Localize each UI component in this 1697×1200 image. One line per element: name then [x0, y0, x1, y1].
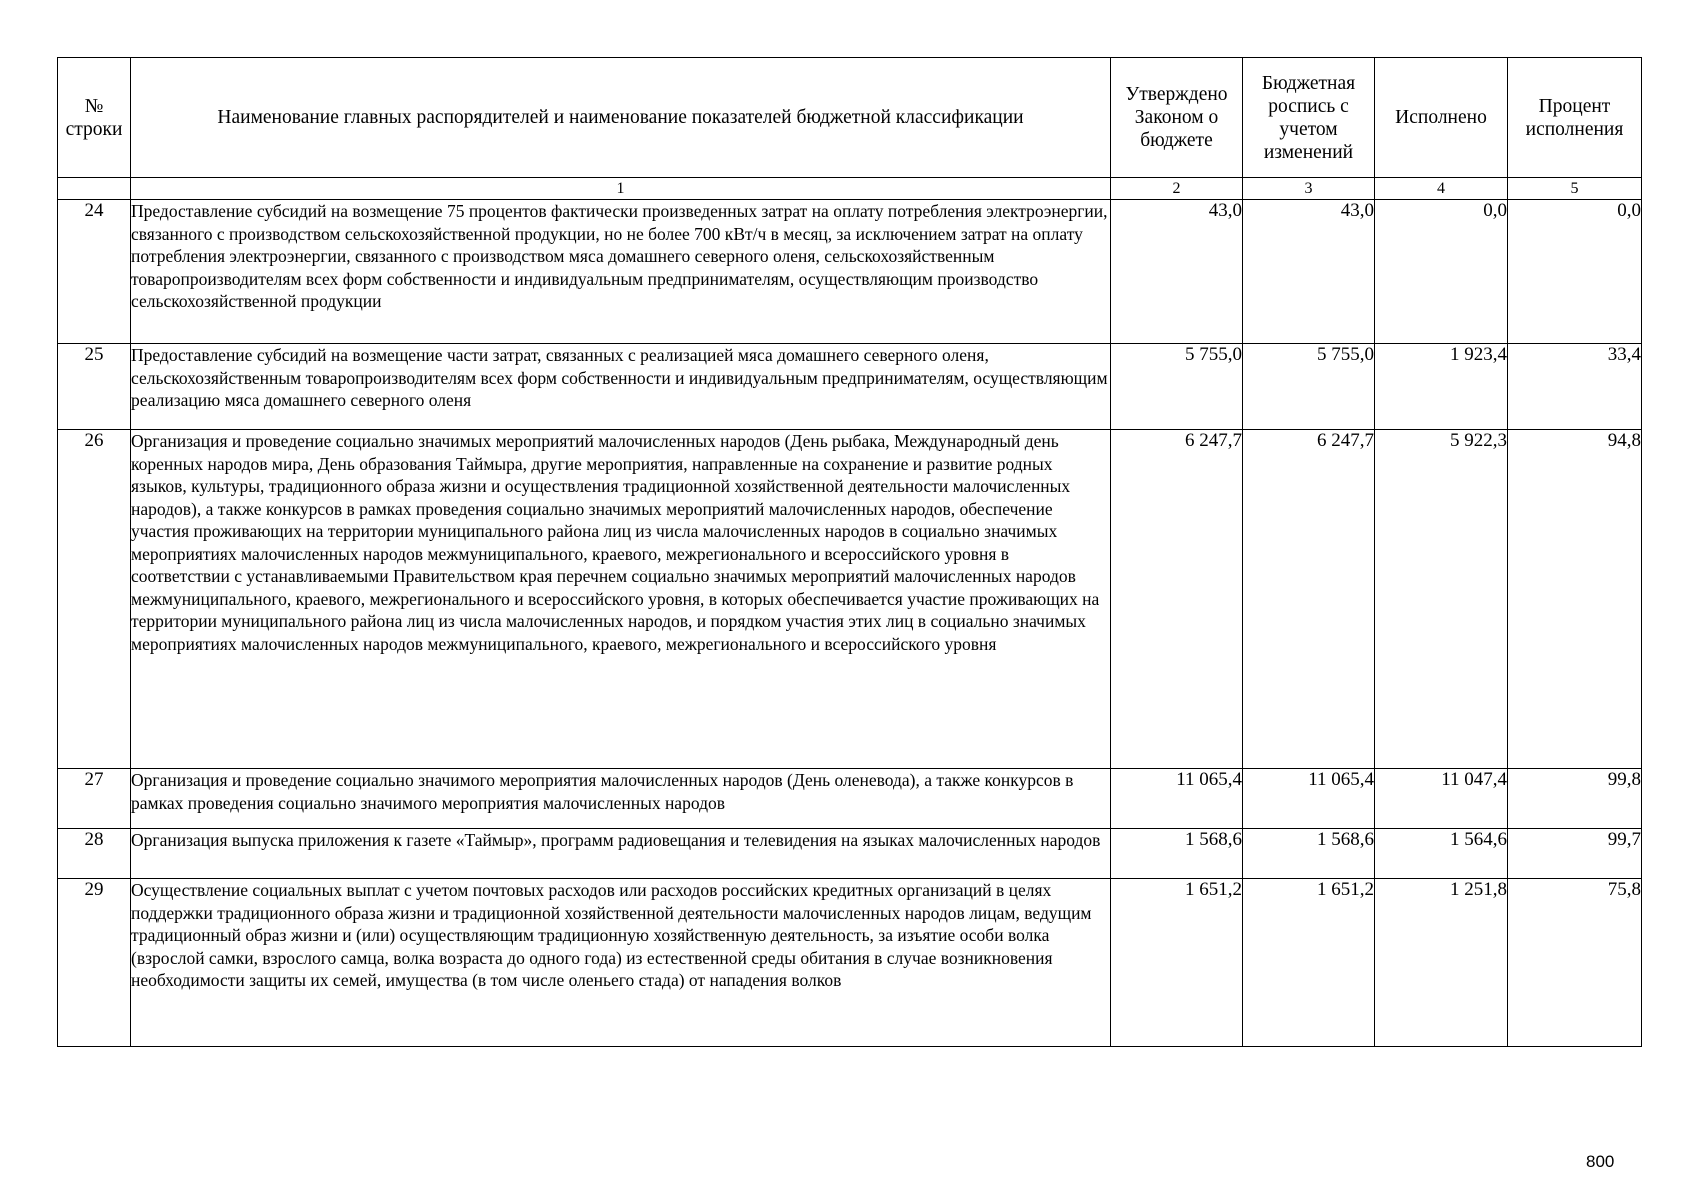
table-row: [58, 344, 1642, 430]
row-name: Осуществление социальных выплат с учетом почтовых расходов или расходов российских кредитных организаций в целях поддержки традиционного образа жизни и традиционной хозяйственной деятельности малочисленных народов лицам, ведущим традиционный образ жизни и (или) осуществляющим традиционную хозяйственную деятельность, за изъятие особи волка (взрослой самки, взрослого самца, волка возраста до одного года) из естественной среды обитания в случае возникновения необходимости защиты их семей, имущества (в том числе оленьего стада) от нападения волков: [131, 879, 1111, 1047]
executed-value: 0,0: [1375, 200, 1508, 344]
executed-value: 11 047,4: [1375, 769, 1508, 829]
percent-value: 33,4: [1508, 344, 1642, 430]
column-number: 4: [1375, 178, 1508, 200]
row-number: 28: [58, 829, 131, 879]
executed-value: 1 564,6: [1375, 829, 1508, 879]
row-number: 24: [58, 200, 131, 344]
approved-value: 1 568,6: [1111, 829, 1243, 879]
column-number: 3: [1243, 178, 1375, 200]
budget-value: 6 247,7: [1243, 430, 1375, 769]
column-number: 2: [1111, 178, 1243, 200]
budget-value: 43,0: [1243, 200, 1375, 344]
row-name: Предоставление субсидий на возмещение части затрат, связанных с реализацией мяса домашнего северного оленя, сельскохозяйственным товаропроизводителям всех форм собственности и индивидуальным предпринимателям, осуществляющим реализацию мяса домашнего северного оленя: [131, 344, 1111, 430]
approved-value: 6 247,7: [1111, 430, 1243, 769]
approved-value: 5 755,0: [1111, 344, 1243, 430]
row-name: Организация выпуска приложения к газете «Таймыр», программ радиовещания и телевидения на языках малочисленных народов: [131, 829, 1111, 879]
table-row: [58, 829, 1642, 879]
executed-value: 1 923,4: [1375, 344, 1508, 430]
table-row: [58, 430, 1642, 769]
row-name: Организация и проведение социально значимого мероприятия малочисленных народов (День оленевода), а также конкурсов в рамках проведения социально значимого мероприятия малочисленных народов: [131, 769, 1111, 829]
budget-value: 5 755,0: [1243, 344, 1375, 430]
table-row: [58, 200, 1642, 344]
header-approved: Утверждено Законом о бюджете: [1111, 58, 1243, 178]
row-name: Предоставление субсидий на возмещение 75 процентов фактически произведенных затрат на оплату потребления электроэнергии, связанного с производством сельскохозяйственной продукции, но не более 700 кВт/ч в месяц, за исключением затрат на оплату потребления электроэнергии, связанного с производством мяса домашнего северного оленя, сельскохозяйственным товаропроизводителям всех форм собственности и индивидуальным предпринимателям, осуществляющим производство сельскохозяйственной продукции: [131, 200, 1111, 344]
table-row: [58, 879, 1642, 1047]
approved-value: 43,0: [1111, 200, 1243, 344]
approved-value: 11 065,4: [1111, 769, 1243, 829]
budget-value: 1 568,6: [1243, 829, 1375, 879]
approved-value: 1 651,2: [1111, 879, 1243, 1047]
row-number: 26: [58, 430, 131, 769]
row-name: Организация и проведение социально значимых мероприятий малочисленных народов (День рыбака, Международный день коренных народов мира, День образования Таймыра, другие мероприятия, направленные на сохранение и развитие родных языков, культуры, традиционного образа жизни и осуществления традиционной хозяйственной деятельности малочисленных народов), а также конкурсов в рамках проведения социально значимых мероприятий малочисленных народов, обеспечение участия проживающих на территории муниципального района лиц из числа малочисленных народов в социально значимых мероприятиях малочисленных народов межмуниципального, краевого, межрегионального и всероссийского уровня в соответствии с устанавливаемыми Правительством края перечнем социально значимых мероприятий малочисленных народов межмуниципального, краевого, межрегионального и всероссийского уровня, в которых обеспечивается участие проживающих на территории муниципального района лиц из числа малочисленных народов, и порядком участия этих лиц в социально значимых мероприятиях малочисленных народов межмуниципального, краевого, межрегионального и всероссийского уровня: [131, 430, 1111, 769]
percent-value: 99,7: [1508, 829, 1642, 879]
column-number-row: [58, 178, 1642, 200]
column-number: 5: [1508, 178, 1642, 200]
percent-value: 99,8: [1508, 769, 1642, 829]
budget-value: 1 651,2: [1243, 879, 1375, 1047]
percent-value: 94,8: [1508, 430, 1642, 769]
table-header-row: [58, 58, 1642, 178]
header-row-number: № строки: [58, 58, 131, 178]
executed-value: 5 922,3: [1375, 430, 1508, 769]
row-number: 29: [58, 879, 131, 1047]
column-number: 1: [131, 178, 1111, 200]
header-executed: Исполнено: [1375, 58, 1508, 178]
header-percent: Процент исполнения: [1508, 58, 1642, 178]
header-budget-list: Бюджетная роспись с учетом изменений: [1243, 58, 1375, 178]
column-number: [58, 178, 131, 200]
percent-value: 0,0: [1508, 200, 1642, 344]
executed-value: 1 251,8: [1375, 879, 1508, 1047]
percent-value: 75,8: [1508, 879, 1642, 1047]
budget-execution-table: [57, 57, 1642, 1047]
table-row: [58, 769, 1642, 829]
row-number: 25: [58, 344, 131, 430]
budget-value: 11 065,4: [1243, 769, 1375, 829]
row-number: 27: [58, 769, 131, 829]
page-number: 800: [1586, 1152, 1615, 1171]
header-name: Наименование главных распорядителей и наименование показателей бюджетной классификации: [131, 58, 1111, 178]
